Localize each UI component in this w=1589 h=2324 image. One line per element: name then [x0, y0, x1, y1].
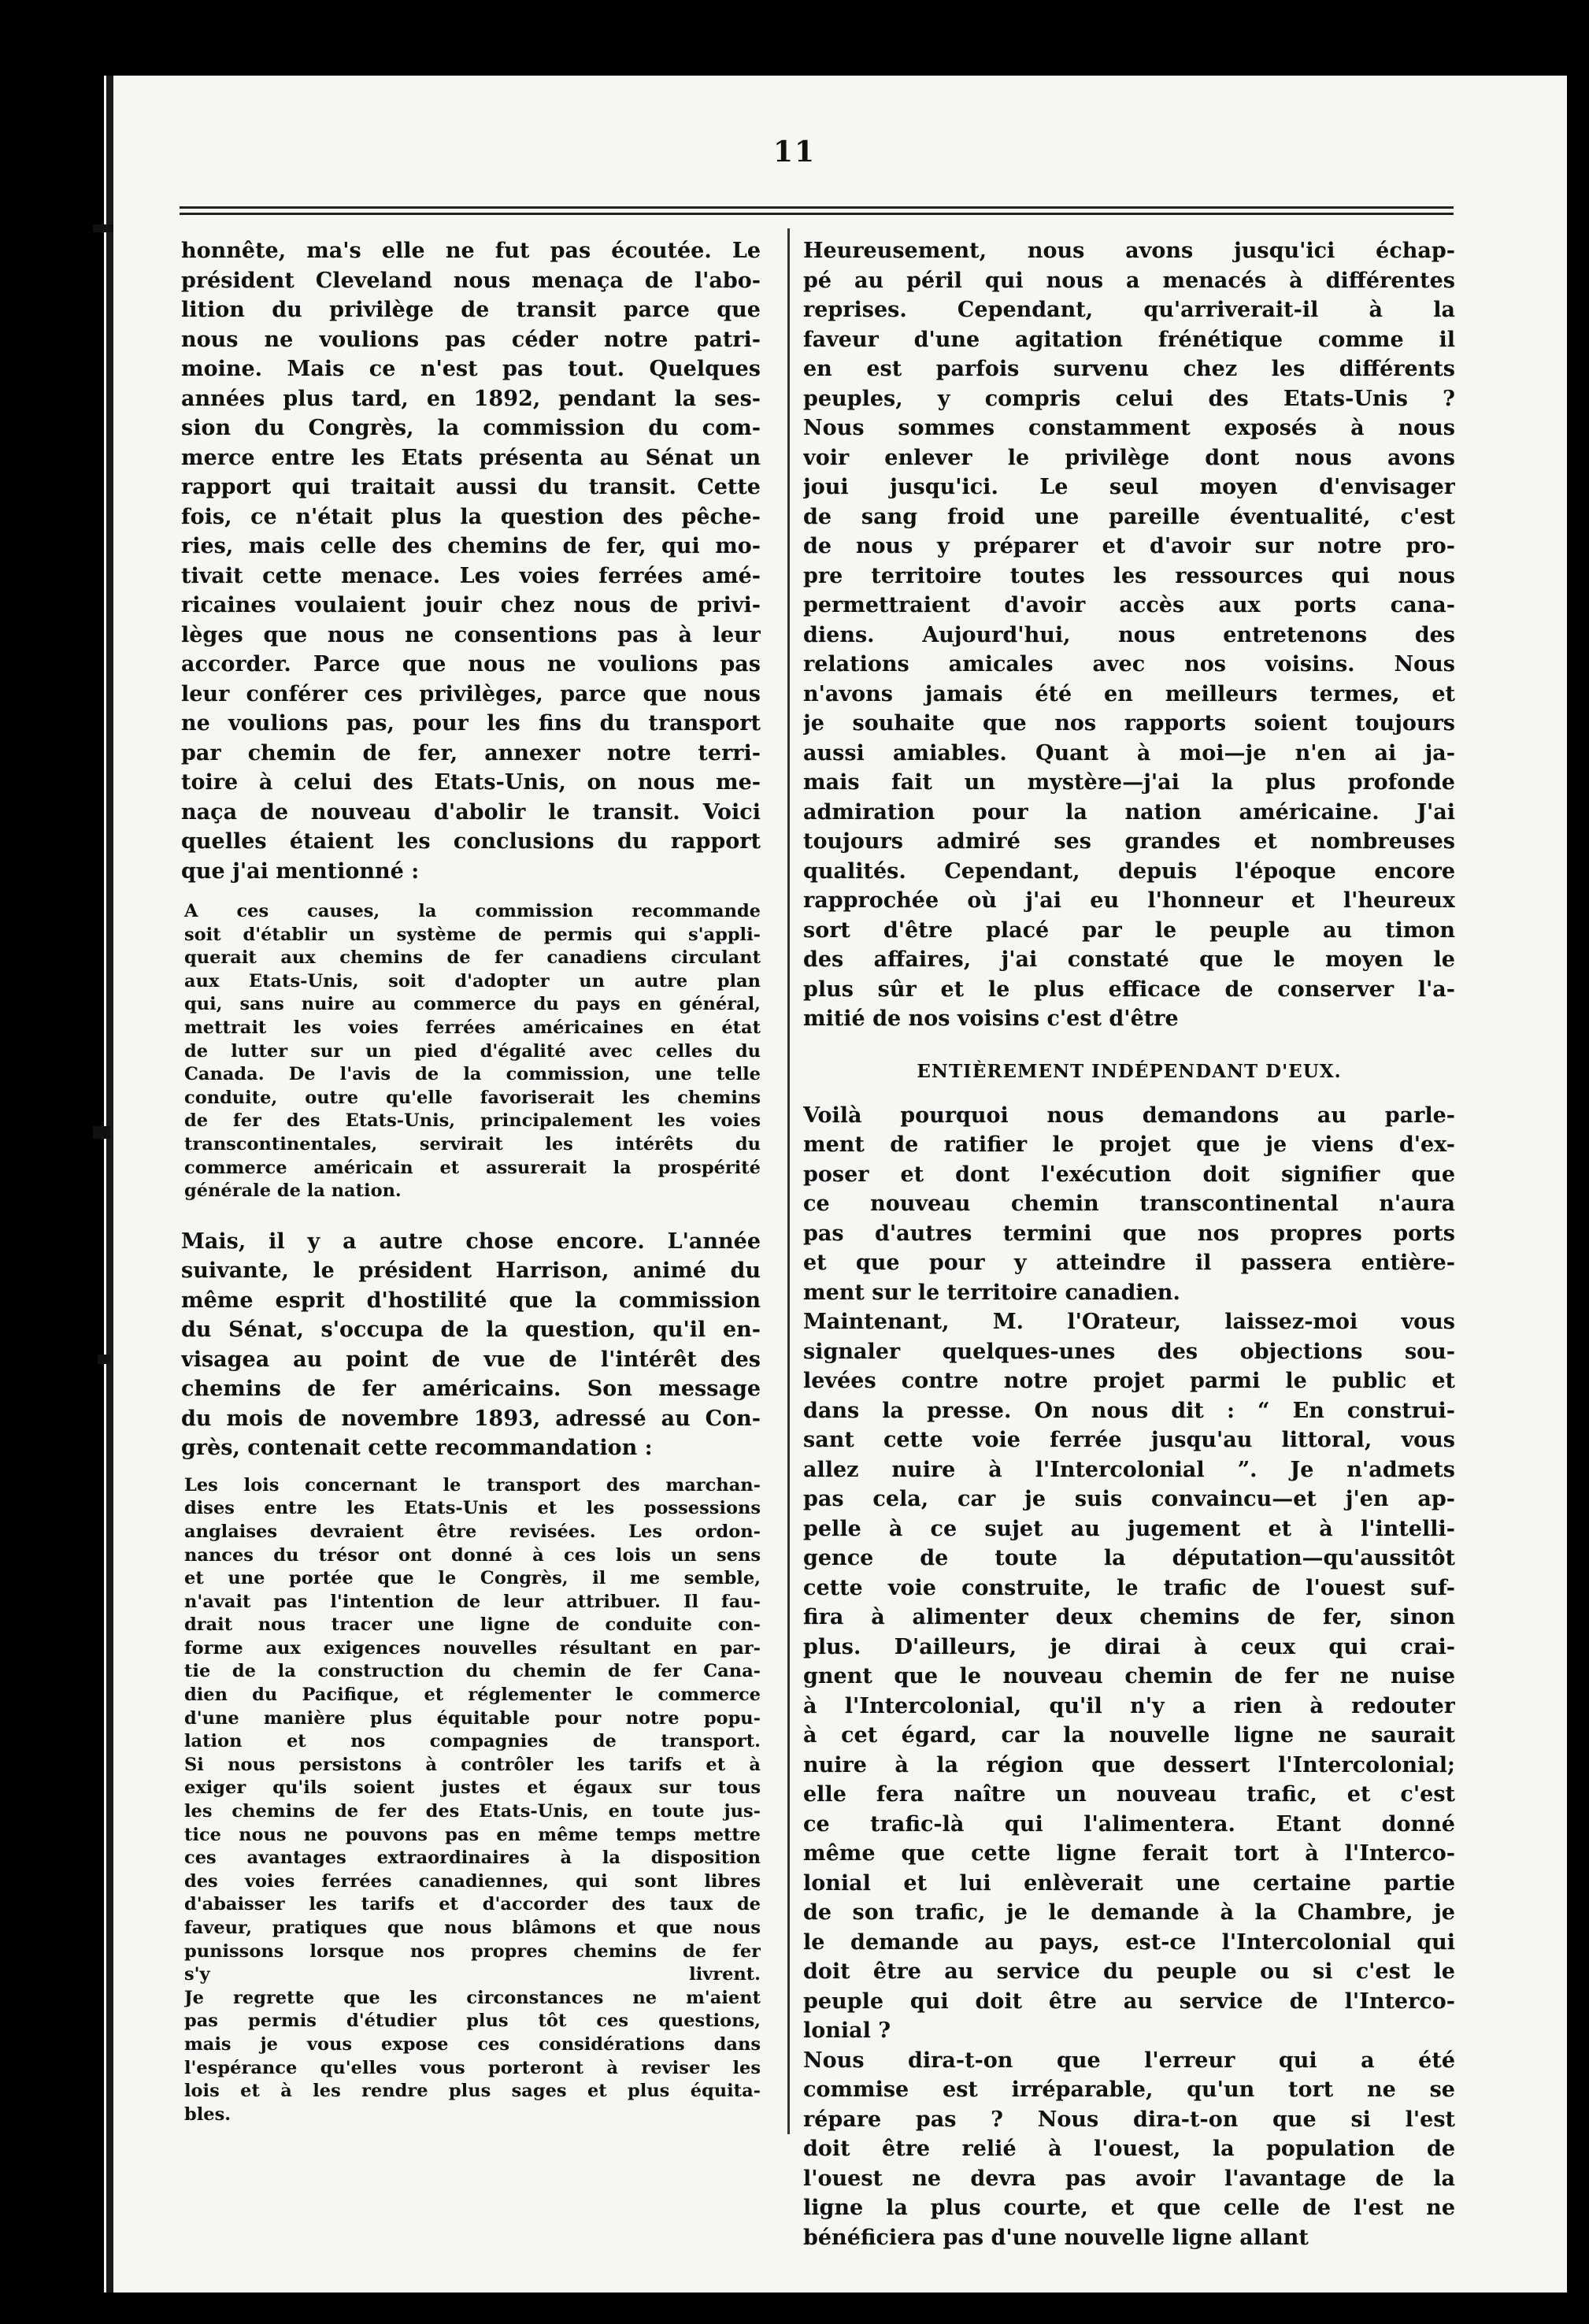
text-line: du Sénat, s'occupa de la question, qu'il en- — [181, 1318, 761, 1343]
text-line: gnent que le nouveau chemin de fer ne nuise — [803, 1664, 1455, 1688]
binding-mark — [93, 224, 113, 232]
paragraph — [181, 236, 761, 886]
text-line: bénéficiera pas d'une nouvelle ligne allant — [803, 2225, 1309, 2250]
text-line: permettraient d'avoir accès aux ports cana- — [803, 593, 1455, 617]
text-line: drait nous tracer une ligne de conduite con- — [184, 1614, 761, 1636]
text-line: toujours admiré ses grandes et nombreuses — [803, 829, 1455, 854]
text-line: lois et à les rendre plus sages et plus équita- — [184, 2081, 761, 2102]
text-line: sort d'être placé par le peuple au timon — [803, 917, 1455, 943]
text-line: Heureusement, nous avons jusqu'ici échap- — [803, 239, 1455, 263]
text-line: naça de nouveau d'abolir le transit. Voici — [181, 799, 761, 825]
text-line: années plus tard, en 1892, pendant la ses- — [181, 386, 761, 411]
text-line: leur conférer ces privilèges, parce que nous — [181, 681, 761, 706]
text-line: de nous y préparer et d'avoir sur notre pro- — [803, 534, 1455, 558]
text-line: pé au péril qui nous a menacés à différentes — [803, 268, 1455, 293]
text-line: n'avons jamais été en meilleurs termes, et — [803, 681, 1455, 706]
text-line: de lutter sur un pied d'égalité avec celles du — [184, 1040, 761, 1062]
text-line: aussi amiables. Quant à moi—je n'en ai ja- — [803, 740, 1455, 765]
text-line: ries, mais celle des chemins de fer, qui mo- — [181, 534, 761, 558]
text-line: ment sur le territoire canadien. — [803, 1280, 1180, 1305]
text-line: d'une manière plus équitable pour notre popu- — [184, 1707, 761, 1729]
text-line: merce entre les Etats présenta au Sénat un — [181, 445, 761, 470]
text-line: d'abaisser les tarifs et d'accorder des taux de — [184, 1894, 761, 1915]
text-line: pelle à ce sujet au jugement et à l'intelli- — [803, 1516, 1455, 1541]
text-line: lition du privilège de transit parce que — [181, 298, 761, 322]
text-line: Maintenant, M. l'Orateur, laissez-moi vous — [803, 1310, 1455, 1334]
text-line: plus sûr et le plus efficace de conserver l'a- — [803, 977, 1455, 1002]
text-line: tivait cette menace. Les voies ferrées amé- — [181, 563, 761, 588]
text-line: je souhaite que nos rapports soient toujours — [803, 711, 1455, 736]
text-line: relations amicales avec nos voisins. Nous — [803, 652, 1455, 676]
text-line: mais je vous expose ces considérations dans — [184, 2033, 761, 2055]
text-line: joui jusqu'ici. Le seul moyen d'envisager — [803, 475, 1455, 499]
text-line: sion du Congrès, la commission du com- — [181, 416, 761, 440]
text-line: signaler quelques-unes des objections sou- — [803, 1339, 1455, 1364]
text-line: Nous sommes constamment exposés à nous — [803, 416, 1455, 440]
text-line: dises entre les Etats-Unis et les possessions — [184, 1498, 761, 1519]
text-line: grès, contenait cette recommandation : — [181, 1436, 653, 1461]
text-line: A ces causes, la commission recommande — [184, 901, 761, 921]
header-rule — [180, 206, 1454, 209]
text-line: voir enlever le privilège dont nous avons — [803, 445, 1455, 470]
text-line: querait aux chemins de fer canadiens circulant — [184, 947, 761, 969]
text-line: moine. Mais ce n'est pas tout. Quelques — [181, 357, 761, 381]
text-line: mitié de nos voisins c'est d'être — [803, 1006, 1179, 1031]
text-line: doit être au service du peuple ou si c'est le — [803, 1959, 1455, 1984]
text-line: de son trafic, je le demande à la Chambre, je — [803, 1900, 1455, 1925]
text-line: soit d'établir un système de permis qui s'appli- — [184, 924, 761, 945]
text-line: suivante, le président Harrison, animé du — [181, 1258, 761, 1284]
text-line: forme aux exigences nouvelles résultant en par- — [184, 1637, 761, 1659]
text-line: levées contre notre projet parmi le public et — [803, 1369, 1455, 1393]
text-line: gence de toute la députation—qu'aussitôt — [803, 1546, 1455, 1570]
text-line: Canada. De l'avis de la commission, une telle — [184, 1064, 761, 1085]
text-line: visagea au point de vue de l'intérêt des — [181, 1347, 761, 1372]
text-line: que j'ai mentionné : — [181, 858, 420, 884]
text-line: reprises. Cependant, qu'arriverait-il à la — [803, 298, 1455, 322]
text-line: honnête, ma's elle ne fut pas écoutée. Le — [181, 239, 761, 263]
text-line: dans la presse. On nous dit : “ En construi- — [803, 1398, 1455, 1423]
paragraph — [803, 1307, 1455, 2046]
text-line: ment de ratifier le projet que je viens d'ex- — [803, 1132, 1455, 1157]
text-line: même esprit d'hostilité que la commission — [181, 1288, 761, 1313]
text-line: nuire à la région que dessert l'Intercolonial; — [803, 1752, 1455, 1777]
text-line: lèges que nous ne consentions pas à leur — [181, 622, 761, 647]
text-line: ricaines voulaient jouir chez nous de privi- — [181, 593, 761, 617]
text-line: rapprochée où j'ai eu l'honneur et l'heureux — [803, 888, 1455, 913]
text-line: ne voulions pas, pour les fins du transport — [181, 711, 761, 736]
text-line: président Cleveland nous menaça de l'abo- — [181, 268, 761, 293]
text-line: aux Etats-Unis, soit d'adopter un autre plan — [184, 970, 761, 991]
text-line: des affaires, j'ai constaté que le moyen le — [803, 947, 1455, 972]
block-quote — [181, 1474, 761, 2127]
text-line: dien du Pacifique, et réglementer le commerce — [184, 1685, 761, 1706]
text-line: transcontinentales, servirait les intérêts du — [184, 1133, 761, 1155]
text-line: commerce américain et assurerait la prospérité — [184, 1157, 761, 1178]
text-line: et une portée que le Congrès, il me semble, — [184, 1568, 761, 1589]
text-line: exiger qu'ils soient justes et égaux sur tous — [184, 1777, 761, 1799]
text-line: punissons lorsque nos propres chemins de fer — [184, 1940, 761, 1962]
text-line: Nous dira-t-on que l'erreur qui a été — [803, 2048, 1455, 2073]
text-line: mettrait les voies ferrées américaines en état — [184, 1017, 761, 1038]
text-line: en est parfois survenu chez les différents — [803, 357, 1455, 381]
text-line: pre territoire toutes les ressources qui nous — [803, 563, 1455, 588]
paragraph — [181, 1227, 761, 1463]
paragraph — [803, 236, 1455, 1034]
text-line: l'espérance qu'elles vous porteront à reviser les — [184, 2057, 761, 2078]
text-line: rapport qui traitait aussi du transit. Cette — [181, 475, 761, 499]
text-line: générale de la nation. — [184, 1181, 402, 1202]
left-column — [181, 236, 761, 2126]
text-line: cette voie construite, le trafic de l'ouest suf- — [803, 1575, 1455, 1600]
text-line: qui, sans nuire au commerce du pays en général, — [184, 994, 761, 1015]
binding-mark — [98, 1355, 110, 1364]
text-line: faveur d'une agitation frénétique comme il — [803, 327, 1455, 352]
text-line: fois, ce n'était plus la question des pêche- — [181, 504, 761, 529]
text-line: ligne la plus courte, et que celle de l'est ne — [803, 2196, 1455, 2220]
text-line: les chemins de fer des Etats-Unis, en toute jus- — [184, 1801, 761, 1822]
paragraph-gap — [181, 1203, 761, 1227]
text-line: faveur, pratiques que nous blâmons et que nous — [184, 1918, 761, 1938]
column-divider — [787, 228, 790, 2134]
text-line: peuple qui doit être au service de l'Interco- — [803, 1989, 1455, 2014]
text-line: tie de la construction du chemin de fer Cana- — [184, 1661, 761, 1682]
text-line: plus. D'ailleurs, je dirai à ceux qui crai- — [803, 1634, 1455, 1659]
text-line: lonial ? — [803, 2018, 891, 2043]
text-line: à cet égard, car la nouvelle ligne ne saurait — [803, 1723, 1455, 1748]
text-line: pas d'autres termini que nos propres ports — [803, 1221, 1455, 1246]
text-line: accorder. Parce que nous ne voulions pas — [181, 652, 761, 676]
block-quote — [181, 900, 761, 1203]
text-line: Les lois concernant le transport des marchan- — [184, 1474, 761, 1496]
text-line: Je regrette que les circonstances ne m'aient — [184, 1987, 761, 2008]
text-line: pas cela, car je suis convaincu—et j'en ap- — [803, 1487, 1455, 1511]
text-line: l'ouest ne devra pas avoir l'avantage de la — [803, 2166, 1455, 2191]
text-line: anglaises devraient être revisées. Les ordon- — [184, 1521, 761, 1542]
text-line: nous ne voulions pas céder notre patri- — [181, 327, 761, 352]
text-line: elle fera naître un nouveau trafic, et c'est — [803, 1782, 1455, 1807]
text-line: chemins de fer américains. Son message — [181, 1377, 761, 1402]
paragraph — [803, 1101, 1455, 1308]
text-line: s'y livrent. — [184, 1964, 761, 1985]
text-line: par chemin de fer, annexer notre terri- — [181, 740, 761, 765]
text-line: répare pas ? Nous dira-t-on que si l'est — [803, 2107, 1455, 2132]
text-line: quelles étaient les conclusions du rapport — [181, 829, 761, 854]
text-line: commise est irréparable, qu'un tort ne se — [803, 2078, 1455, 2102]
text-line: à l'Intercolonial, qu'il n'y a rien à redouter — [803, 1693, 1455, 1718]
text-line: poser et dont l'exécution doit signifier que — [803, 1162, 1455, 1187]
section-heading: ENTIÈREMENT INDÉPENDANT D'EUX. — [917, 1060, 1342, 1082]
text-line: diens. Aujourd'hui, nous entretenons des — [803, 622, 1455, 647]
text-line: peuples, y compris celui des Etats-Unis ? — [803, 386, 1455, 411]
text-line: conduite, outre qu'elle favoriserait les chemins — [184, 1087, 761, 1108]
text-line: lonial et lui enlèverait une certaine partie — [803, 1870, 1455, 1896]
text-line: Voilà pourquoi nous demandons au parle- — [803, 1103, 1455, 1128]
paragraph — [803, 2046, 1455, 2253]
text-line: allez nuire à l'Intercolonial ”. Je n'admets — [803, 1457, 1455, 1482]
text-line: fira à alimenter deux chemins de fer, sinon — [803, 1605, 1455, 1629]
text-line: ce nouveau chemin transcontinental n'aura — [803, 1192, 1455, 1216]
text-line: doit être relié à l'ouest, la population de — [803, 2137, 1455, 2161]
text-line: sant cette voie ferrée jusqu'au littoral, vous — [803, 1428, 1455, 1452]
text-line: ces avantages extraordinaires à la disposition — [184, 1848, 761, 1869]
text-line: même que cette ligne ferait tort à l'Interco- — [803, 1841, 1455, 1866]
text-line: Mais, il y a autre chose encore. L'année — [181, 1229, 761, 1254]
text-line: le demande au pays, est-ce l'Intercolonial qui — [803, 1929, 1455, 1955]
page-number: 11 — [772, 135, 817, 169]
text-line: lation et nos compagnies de transport. — [184, 1731, 761, 1752]
text-line: de fer des Etats-Unis, principalement les voies — [184, 1110, 761, 1132]
text-line: toire à celui des Etats-Unis, on nous me- — [181, 770, 761, 795]
text-line: nances du trésor ont donné à ces lois un sens — [184, 1544, 761, 1566]
text-line: ce trafic-là qui l'alimentera. Etant donné — [803, 1811, 1455, 1837]
text-line: mais fait un mystère—j'ai la plus profonde — [803, 770, 1455, 795]
text-line: admiration pour la nation américaine. J'ai — [803, 799, 1455, 825]
text-line: et que pour y atteindre il passera entière- — [803, 1251, 1455, 1275]
text-line: n'avait pas l'intention de leur attribuer. Il fau- — [184, 1591, 761, 1612]
right-column — [803, 236, 1455, 2252]
text-line: de sang froid une pareille éventualité, c'est — [803, 504, 1455, 529]
text-line: qualités. Cependant, depuis l'époque encore — [803, 858, 1455, 884]
page-binding-edge — [106, 76, 113, 2292]
text-line: du mois de novembre 1893, adressé au Con- — [181, 1406, 761, 1431]
text-line: des voies ferrées canadiennes, qui sont libres — [184, 1870, 761, 1892]
text-line: Si nous persistons à contrôler les tarifs et à — [184, 1754, 761, 1775]
text-line: bles. — [184, 2103, 231, 2125]
header-rule — [180, 213, 1454, 215]
binding-mark — [93, 1126, 110, 1139]
text-line: pas permis d'étudier plus tôt ces questions, — [184, 2011, 761, 2032]
text-line: tice nous ne pouvons pas en même temps mettre — [184, 1824, 761, 1845]
